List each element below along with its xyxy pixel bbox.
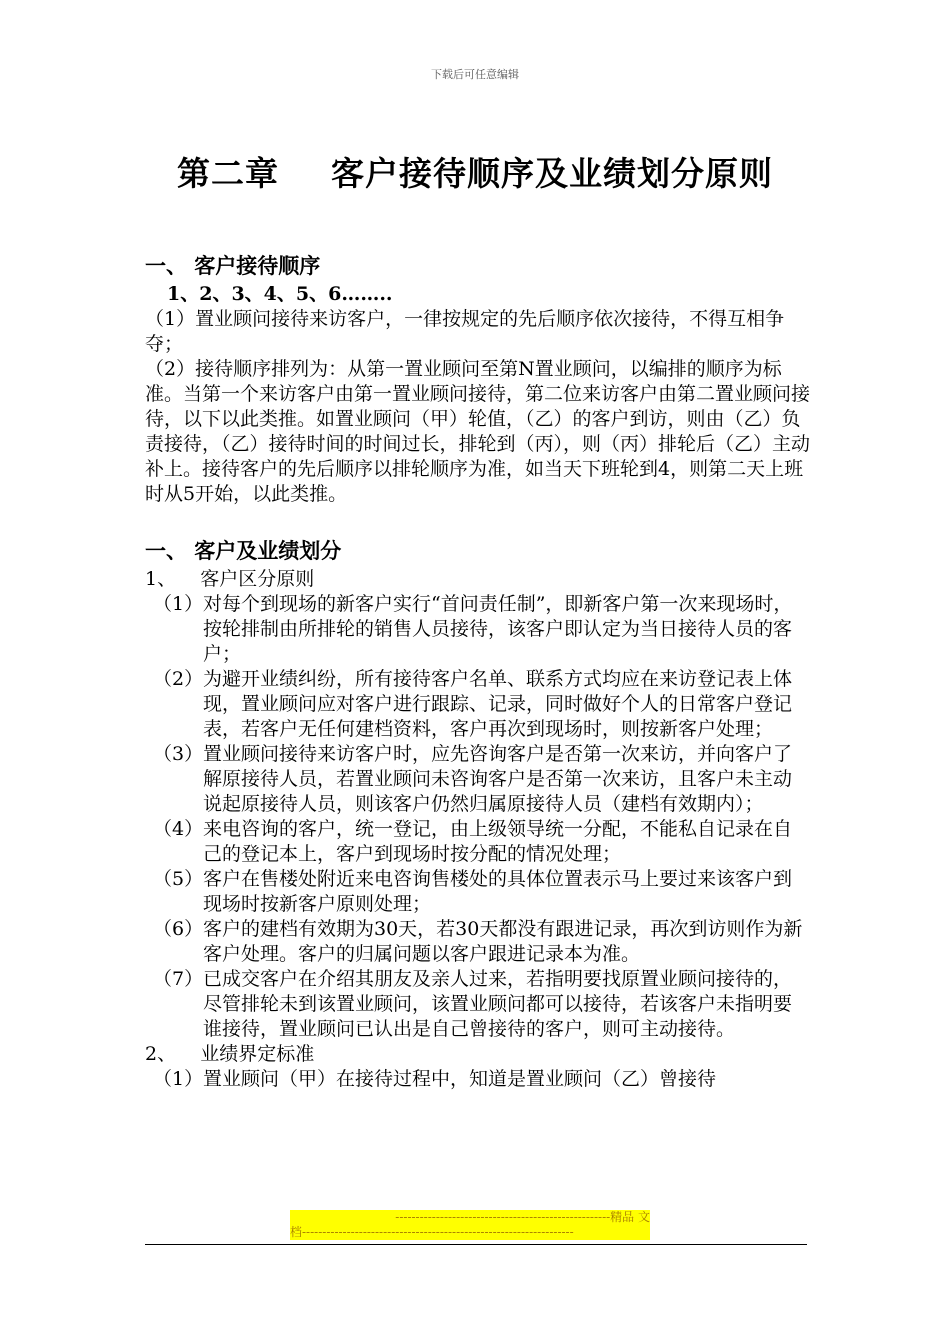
section1-paragraph-1: （1）置业顾问接待来访客户，一律按规定的先后顺序依次接待，不得互相争夺； bbox=[145, 308, 785, 355]
chapter-name: 客户接待顺序及业绩划分原则 bbox=[331, 154, 773, 193]
page-header: 下载后可任意编辑 bbox=[431, 68, 519, 81]
list-item: （3） 置业顾问接待来访客户时，应先咨询客户是否第一次来访，并向客户了解原接待人员，若置业顾问未咨询客户是否第一次来访，且客户未主动说起原接待人员，则该客户仍然归属原接待人员（建档有效期内）； bbox=[153, 743, 793, 815]
list-item: （7） 已成交客户在介绍其朋友及亲人过来，若指明要找原置业顾问接待的，尽管排轮未到该置业顾问，该置业顾问都可以接待，若该客户未指明要谁接待，置业顾问已认出是自己曾接待的客户，则可主动接待。 bbox=[153, 968, 793, 1040]
list-item: （2） 为避开业绩纠纷，所有接待客户名单、联系方式均应在来访登记表上体现，置业顾问应对客户进行跟踪、记录，同时做好个人的日常客户登记表，若客户无任何建档资料，客户再次到现场时，则按新客户处理； bbox=[153, 668, 793, 740]
subsection-2-heading: 2、 业绩界定标准 bbox=[145, 1043, 315, 1065]
sequence-line: 1、2、3、4、5、6…….. bbox=[167, 283, 393, 305]
list-item: （4） 来电咨询的客户，统一登记，由上级领导统一分配，不能私自记录在自己的登记本上，客户到现场时按分配的情况处理； bbox=[153, 818, 793, 865]
list-item: （1） 对每个到现场的新客户实行“首问责任制”，即新客户第一次来现场时，按轮排制由所排轮的销售人员接待，该客户即认定为当日接待人员的客户； bbox=[153, 593, 793, 665]
footer-line-1: -----------------------------------------------------精品 文 bbox=[395, 1210, 650, 1224]
chapter-label: 第二章 bbox=[177, 154, 279, 193]
section2-heading: 一、 客户及业绩划分 bbox=[145, 539, 342, 563]
page-title bbox=[0, 148, 950, 195]
subsection-1-heading: 1、 客户区分原则 bbox=[145, 568, 315, 590]
section1-heading: 一、 客户接待顺序 bbox=[145, 254, 321, 278]
list-item: （6） 客户的建档有效期为30天，若30天都没有跟进记录，再次到访则作为新客户处理。客户的归属问题以客户跟进记录本为准。 bbox=[153, 918, 803, 965]
list-item: （5） 客户在售楼处附近来电咨询售楼处的具体位置表示马上要过来该客户到现场时按新客户原则处理； bbox=[153, 868, 793, 915]
footer-line-2: 档------------------------------------------------------------------- bbox=[290, 1225, 574, 1239]
footer-rule bbox=[145, 1244, 807, 1245]
document-body bbox=[145, 250, 810, 1092]
list-item: （1） 置业顾问（甲）在接待过程中，知道是置业顾问（乙）曾接待 bbox=[153, 1068, 717, 1090]
section1-paragraph-2: （2）接待顺序排列为：从第一置业顾问至第N置业顾问，以编排的顺序为标准。当第一个来访客户由第一置业顾问接待，第二位来访客户由第二置业顾问接待，以下以此类推。如置业顾问（甲）轮值，（乙）的客户到访，则由（乙）负责接待，（乙）接待时间的时间过长，排轮到（丙），则（丙）排轮后（乙）主动补上。接待客户的先后顺序以排轮顺序为准，如当天下班轮到4，则第二天上班时从5开始，以此类推。 bbox=[145, 358, 811, 505]
footer-highlight bbox=[290, 1210, 650, 1240]
